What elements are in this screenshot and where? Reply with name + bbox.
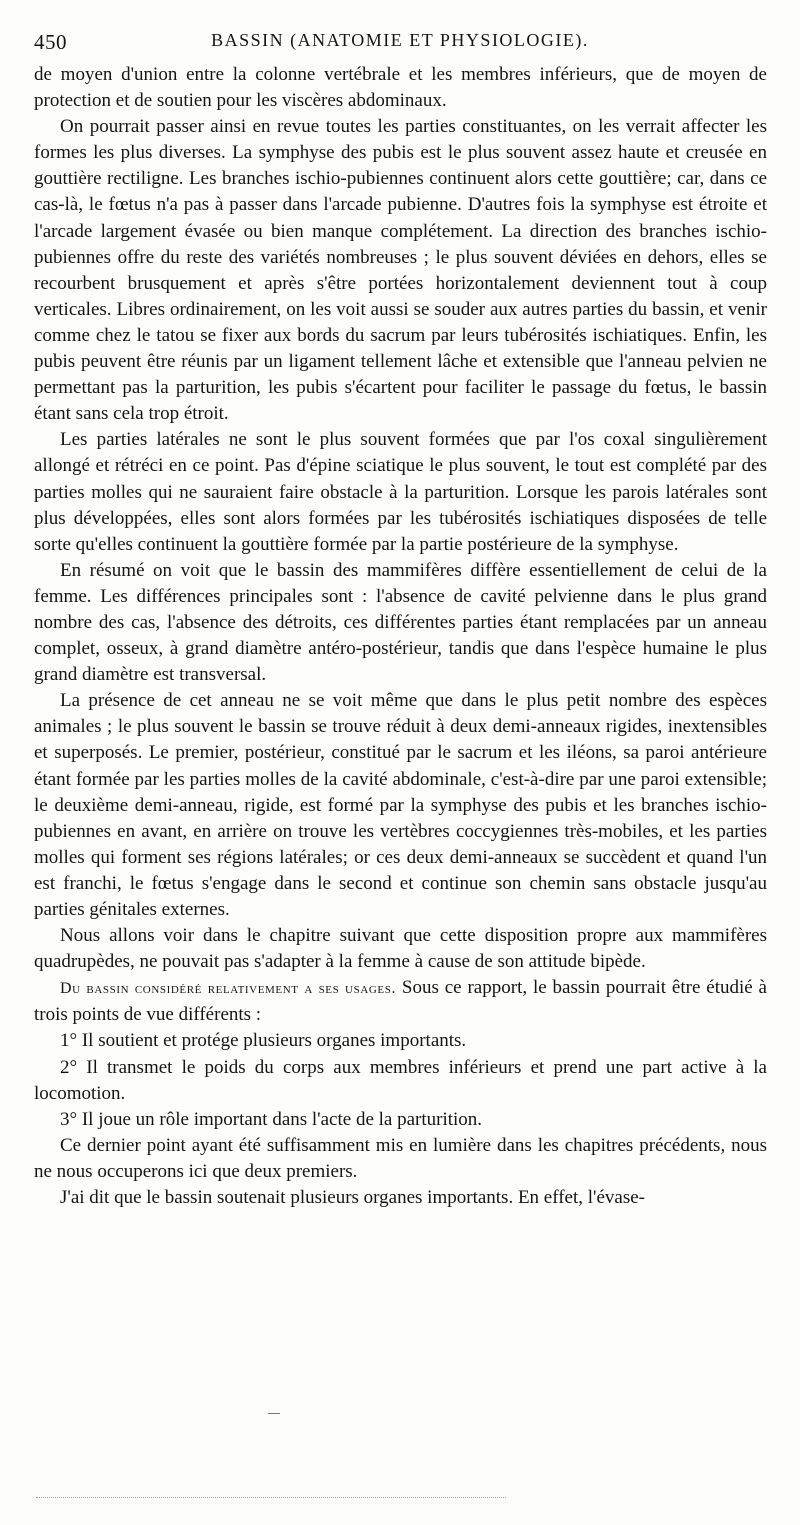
paragraph-7: Ce dernier point ayant été suffisamment mis en lumière dans les chapitres précédents, nous ne nous occuperons ici que deux premiers. — [34, 1134, 767, 1182]
page-number: 450 — [34, 30, 67, 54]
paragraph-6: Nous allons voir dans le chapitre suivant que cette disposition propre aux mammifères quadrupèdes, ne pouvait pas s'adapter à la femme à cause de son attitude bipède. — [34, 925, 767, 973]
paragraph-5: La présence de cet anneau ne se voit même que dans le plus petit nombre des espèces animales ; le plus souvent le bassin se trouve réduit à deux demi-anneaux rigides, inextensibles et superposés. Le premier, postérieur, constitué par le sacrum et les iléons, sa paroi antérieure étant formée par les parties molles de la cavité abdominale, c'est-à-dire par une paroi extensible; le deuxième demi-anneau, rigide, est formé par la symphyse des pubis et les branches ischio-pubiennes en avant, en arrière on trouve les vertèbres coccygiennes très-mobiles, et les parties molles qui forment ses régions latérales; or ces deux demi-anneaux se succèdent et quand l'un est franchi, le fœtus s'engage dans le second et continue son chemin sans obstacle jusqu'au parties génitales externes. — [34, 690, 767, 920]
list-item-1: 1° Il soutient et protége plusieurs organes importants. — [60, 1030, 467, 1052]
list-item-3: 3° Il joue un rôle important dans l'acte de la parturition. — [60, 1108, 483, 1130]
page-header — [34, 30, 766, 60]
list-item-2: 2° Il transmet le poids du corps aux membres inférieurs et prend une part active à la locomotion. — [34, 1056, 767, 1104]
running-title: BASSIN (ANATOMIE ET PHYSIOLOGIE). — [211, 30, 589, 50]
paragraph-8: J'ai dit que le bassin soutenait plusieurs organes importants. En effet, l'évase- — [60, 1187, 645, 1209]
paragraph-4: En résumé on voit que le bassin des mammifères diffère essentiellement de celui de la femme. Les différences principales sont : l'absence de cavité pelvienne dans le plus grand nombre des cas, l'absence des détroits, ces différentes parties étant remplacées par un anneau complet, osseux, à grand diamètre antéro-postérieur, tandis que dans l'espèce humaine le plus grand diamètre est transversal. — [34, 559, 767, 686]
paragraph-2: On pourrait passer ainsi en revue toutes les parties constituantes, on les verrait affecter les formes les plus diverses. La symphyse des pubis est le plus souvent assez haute et creusée en gouttière rectiligne. Les branches ischio-pubiennes continuent alors cette gouttière; car, dans ce cas-là, le fœtus n'a pas à passer dans l'arcade pubienne. D'autres fois la symphyse est étroite et l'arcade largement évasée ou bien manque complétement. La direction des branches ischio-pubiennes offre du reste des variétés nombreuses ; le plus souvent déviées en dehors, elles se recourbent brusquement et après s'être portées horizontalement deviennent tout à coup verticales. Libres ordinairement, on les voit aussi se souder aux autres parties du bassin, et venir comme chez le tatou se fixer aux bords du sacrum par leurs tubérosités ischiatiques. Enfin, les pubis peuvent être réunis par un ligament tellement lâche et extensible que l'anneau pelvien ne permettant pas la parturition, les pubis s'écartent pour faciliter le passage du fœtus, le bassin étant sans cela trop étroit. — [34, 116, 767, 425]
paragraph-3: Les parties latérales ne sont le plus souvent formées que par l'os coxal singulièrement allongé et rétréci en ce point. Pas d'épine sciatique le plus souvent, le tout est complété par des parties molles qui ne sauraient faire obstacle à la parturition. Lorsque les parois latérales sont plus développées, elles sont alors formées par les tubérosités ischiatiques disposées de telle sorte qu'elles continuent la gouttière formée par la partie postérieure de la symphyse. — [34, 429, 767, 555]
body-text — [34, 62, 767, 1211]
section-heading: Du bassin considéré relativement a ses usages. — [60, 980, 397, 998]
section-paragraph — [34, 975, 767, 1028]
section-intro: Sous ce rapport, le bassin pourrait être étudié à trois points de vue différents : — [34, 977, 767, 1026]
paragraph-1: de moyen d'union entre la colonne vertébrale et les membres inférieurs, que de moyen de protection et de soutien pour les viscères abdominaux. — [34, 64, 767, 112]
short-rule — [268, 1413, 280, 1414]
dotted-rule — [36, 1497, 506, 1498]
